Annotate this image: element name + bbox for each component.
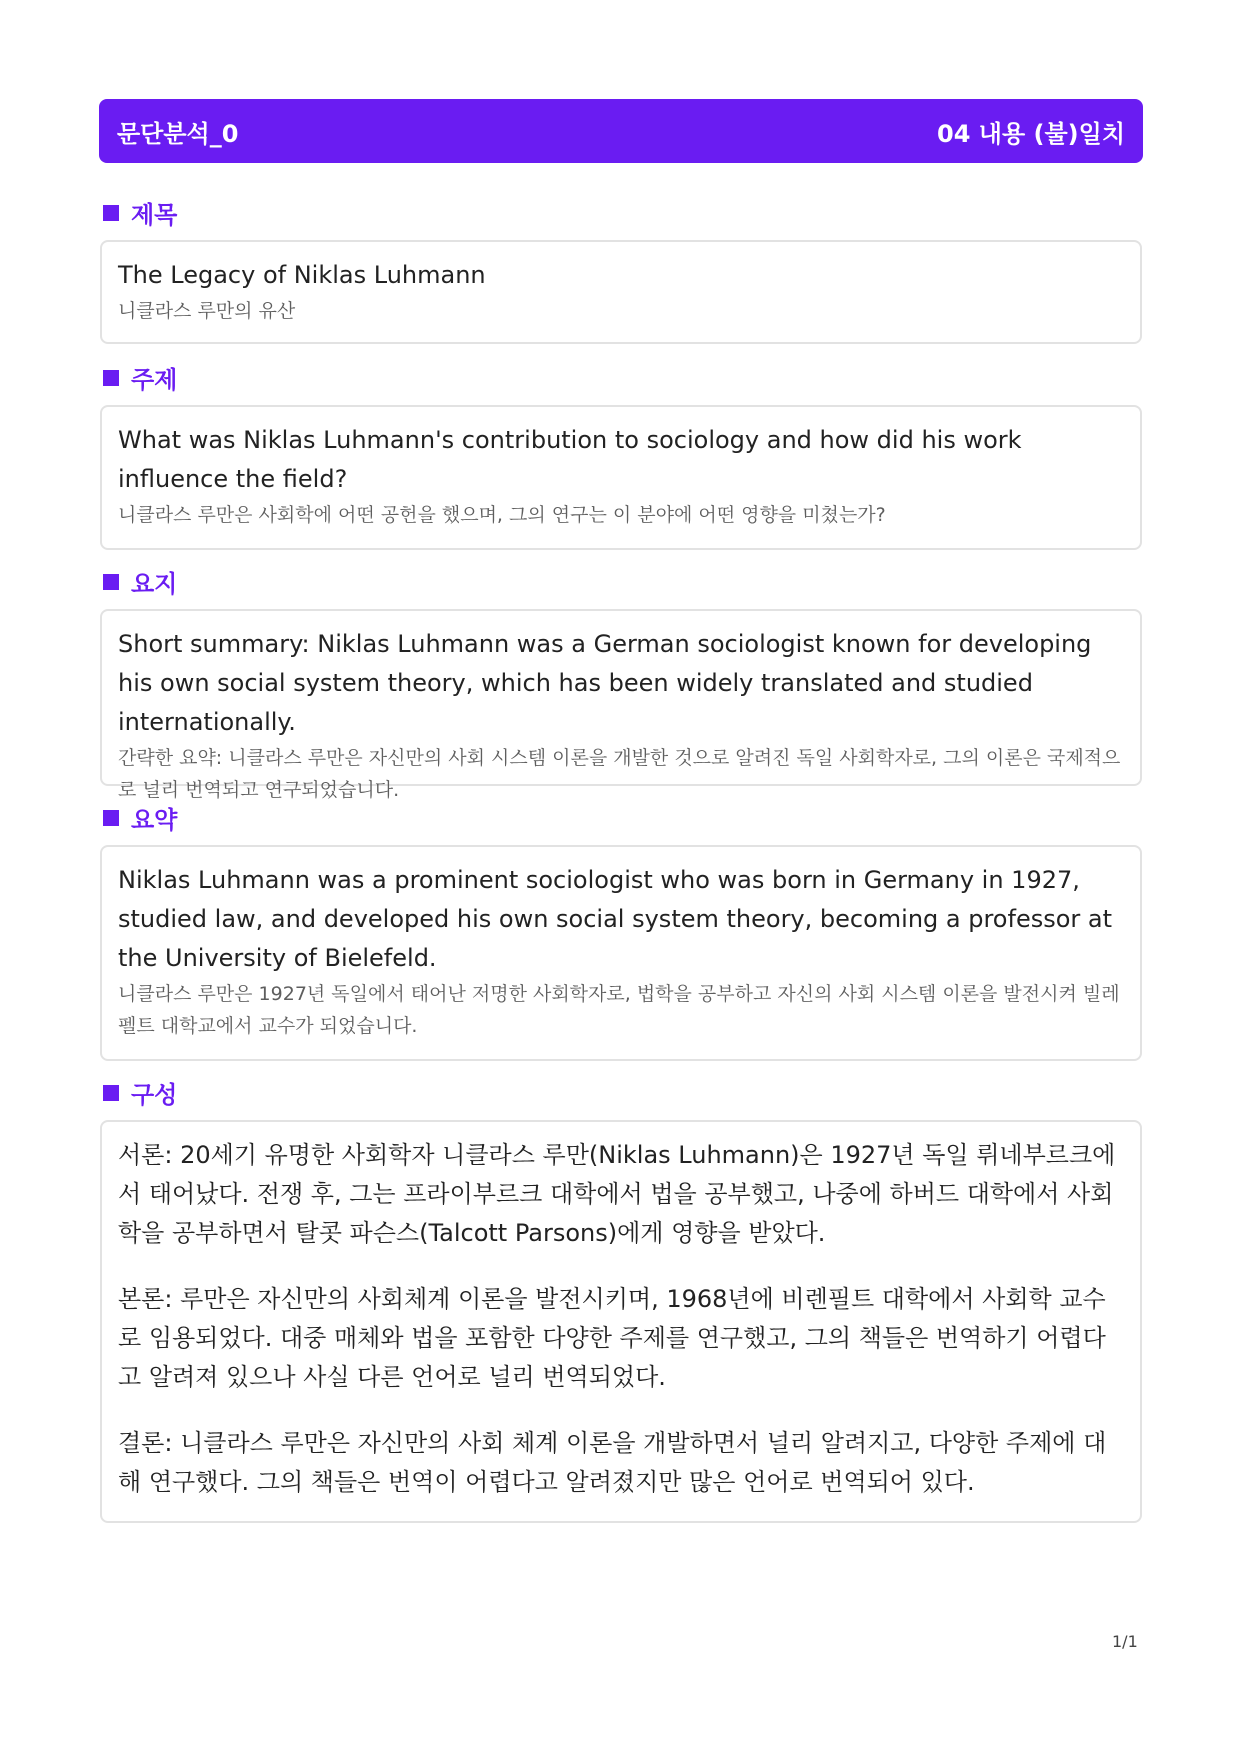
topic-box [100,405,1142,550]
gist-korean: 간략한 요약: 니클라스 루만은 자신만의 사회 시스템 이론을 개발한 것으로 알려진 독일 사회학자로, 그의 이론은 국제적으로 널리 번역되고 연구되었습니다. [118,747,1121,801]
title-english: The Legacy of Niklas Luhmann [118,261,486,289]
structure-box [100,1120,1142,1523]
section-heading-summary [103,800,177,835]
section-heading-title [103,195,177,230]
page-header [99,99,1143,163]
structure-conclusion: 결론: 니클라스 루만은 자신만의 사회 체계 이론을 개발하면서 널리 알려지고, 다양한 주제에 대해 연구했다. 그의 책들은 번역이 어렵다고 알려졌지만 많은 언어로 번역되어 있다. [118,1429,1107,1496]
summary-english: Niklas Luhmann was a prominent sociologist who was born in Germany in 1927, studied law, and developed his own social system theory, becoming a professor at the University of Bielefeld. [118,866,1113,972]
structure-intro: 서론: 20세기 유명한 사회학자 니클라스 루만(Niklas Luhmann)은 1927년 독일 뤼네부르크에서 태어났다. 전쟁 후, 그는 프라이부르크 대학에서 법을 공부했고, 나중에 하버드 대학에서 사회학을 공부하면서 탈콧 파슨스(Talcott Parsons)에게 영향을 받았다. [118,1141,1116,1247]
section-heading-gist [103,564,177,599]
section-heading-structure [103,1075,177,1110]
square-bullet-icon [103,1085,119,1101]
section-heading-text: 요지 [131,570,178,598]
gist-box [100,609,1142,801]
header-right-title: 04 내용 (불)일치 [937,119,1125,148]
section-heading-topic [103,360,177,395]
section-heading-text: 주제 [131,366,178,394]
summary-korean: 니클라스 루만은 1927년 독일에서 태어난 저명한 사회학자로, 법학을 공부하고 자신의 사회 시스템 이론을 발전시켜 빌레펠트 대학교에서 교수가 되었습니다. [118,983,1120,1037]
square-bullet-icon [103,205,119,221]
section-heading-text: 요약 [131,806,178,834]
page-number: 1/1 [1112,1632,1138,1651]
square-bullet-icon [103,574,119,590]
summary-box [100,845,1142,1061]
header-left-title: 문단분석_0 [117,119,239,148]
section-heading-text: 제목 [131,201,178,229]
title-korean: 니클라스 루만의 유산 [118,300,296,322]
topic-english: What was Niklas Luhmann's contribution to sociology and how did his work influence the field? [118,426,1022,493]
square-bullet-icon [103,370,119,386]
section-heading-text: 구성 [131,1081,178,1109]
gist-english: Short summary: Niklas Luhmann was a German sociologist known for developing his own social system theory, which has been widely translated and studied internationally. [118,630,1092,736]
topic-korean: 니클라스 루만은 사회학에 어떤 공헌을 했으며, 그의 연구는 이 분야에 어떤 영향을 미쳤는가? [118,504,886,526]
square-bullet-icon [103,810,119,826]
structure-body: 본론: 루만은 자신만의 사회체계 이론을 발전시키며, 1968년에 비렌필트 대학에서 사회학 교수로 임용되었다. 대중 매체와 법을 포함한 다양한 주제를 연구했고, 그의 책들은 번역하기 어렵다고 알려져 있으나 사실 다른 언어로 널리 번역되었다. [118,1285,1106,1391]
title-box [100,240,1142,344]
